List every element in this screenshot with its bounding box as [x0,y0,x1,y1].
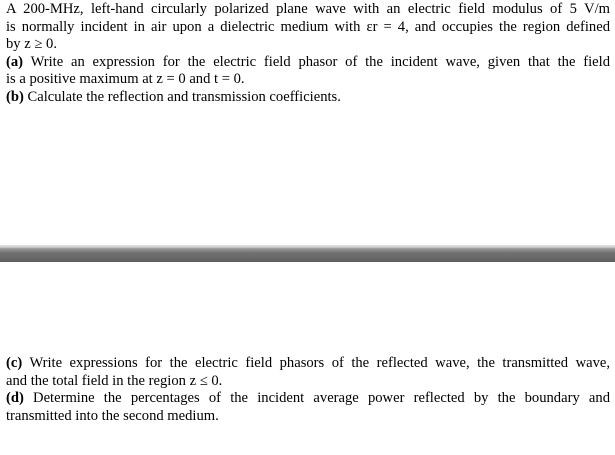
part-d-label: (d) [6,390,24,407]
part-a-line-2: is a positive maximum at z = 0 and t = 0. [6,71,245,88]
intro-line-1: A 200-MHz, left-hand circularly polarized plane wave with an electric field modulus of 5 V/m [6,1,610,17]
part-c-label: (c) [6,355,23,371]
part-a-text-1: Write an expression for the electric field phasor of the incident wave, given that the field [30,53,610,70]
part-b-label: (b) [6,88,24,105]
part-d-line-1 [6,390,610,408]
intro-line-2: is normally incident in air upon a dielectric medium with εr = 4, and occupies the region defined [6,18,610,35]
part-b-text: Calculate the reflection and transmission coefficients. [27,88,341,105]
problem-statement-top [6,1,610,107]
part-a-label: (a) [6,53,24,70]
part-c-line-1 [6,355,610,373]
part-b-line [6,89,610,107]
part-a-line-1 [6,54,610,72]
part-d-text-1: Determine the percentages of the incident average power reflected by the boundary and [33,390,610,407]
problem-statement-bottom [6,355,610,425]
intro-line-3: by z ≥ 0. [6,36,57,53]
part-d-line-2: transmitted into the second medium. [6,407,219,424]
page-divider-bar [0,248,615,262]
part-c-text-1: Write expressions for the electric field phasors of the reflected wave, the transmitted wave, [29,355,611,371]
part-c-line-2: and the total field in the region z ≤ 0. [6,372,223,389]
